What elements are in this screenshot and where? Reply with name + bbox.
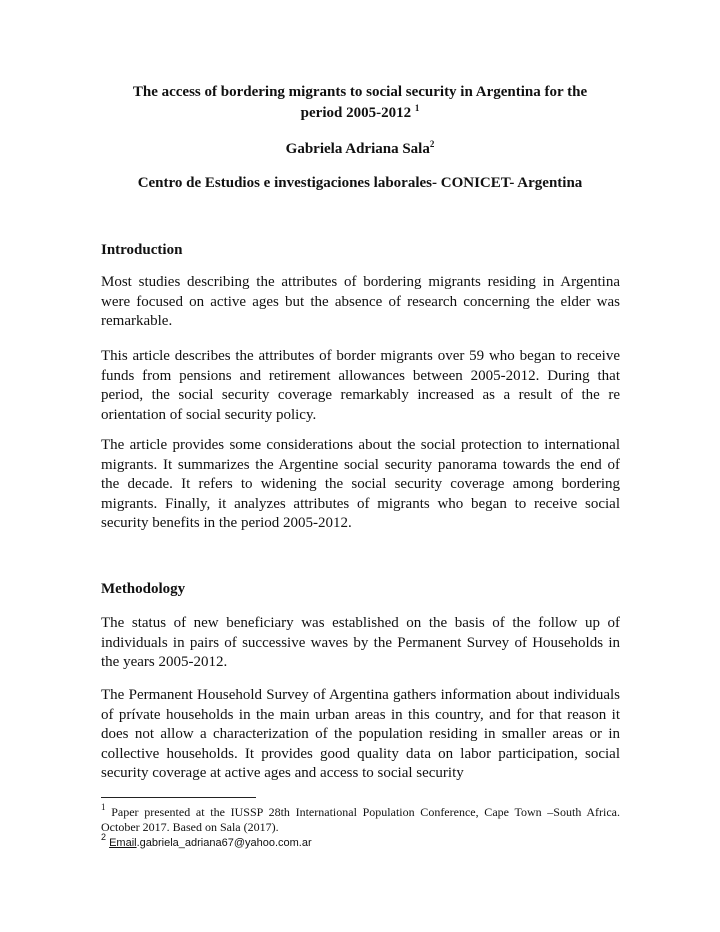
introduction-paragraph-2: This article describes the attributes of border migrants over 59 who began to receive funds from pensions and retirement allowances between 2005-2012. During that period, the social security coverage remarkably increased as a result of the re orientation of social security policy. [101,348,620,423]
author-name [80,139,640,160]
footnote-separator [101,797,256,798]
section-heading-methodology: Methodology [101,581,186,597]
footnote-2-mark: 2 [101,832,107,842]
footnote-1-mark: 1 [101,802,106,812]
email-label: Email [109,837,137,849]
methodology-paragraph-2: The Permanent Household Survey of Argentina gathers information about individuals of prívate households in the main urban areas in this country, and for that reason it does not allow a characterization of the population residing in smaller areas or in collective households. It provides good quality data on labor participation, social security coverage at active ages and access to social security [101,687,620,781]
title-line-1: The access of bordering migrants to social security in Argentina for the [132,84,588,100]
author-name-text: Gabriela Adriana Sala [285,141,430,157]
footnote-2 [101,832,620,851]
methodology-paragraph-1: The status of new beneficiary was established on the basis of the follow up of individuals in pairs of successive waves by the Permanent Survey of Households in the years 2005-2012. [101,615,620,670]
author-affiliation: Centro de Estudios e investigaciones laborales- CONICET- Argentina [137,175,583,191]
paper-title [80,82,640,124]
introduction-paragraph-1: Most studies describing the attributes of bordering migrants residing in Argentina were focused on active ages but the absence of research concerning the elder was remarkable. [101,274,620,329]
title-line-2: period 2005-2012 [300,105,412,121]
introduction-paragraph-3: The article provides some considerations about the social protection to international migrants. It summarizes the Argentine social security panorama towards the end of the decade. It refers to widening the social security coverage among bordering migrants. Finally, it analyzes attributes of migrants who began to receive social security benefits in the period 2005-2012. [101,437,620,531]
title-footnote-mark: 1 [414,103,420,113]
section-heading-introduction: Introduction [101,242,183,258]
footnote-1 [101,802,621,835]
email-address: .gabriela_adriana67@yahoo.com.ar [136,837,312,849]
author-footnote-mark: 2 [429,139,435,149]
footnote-1-text: Paper presented at the IUSSP 28th International Population Conference, Cape Town –South Africa. October 2017. Based on Sala (2017). [101,805,621,834]
